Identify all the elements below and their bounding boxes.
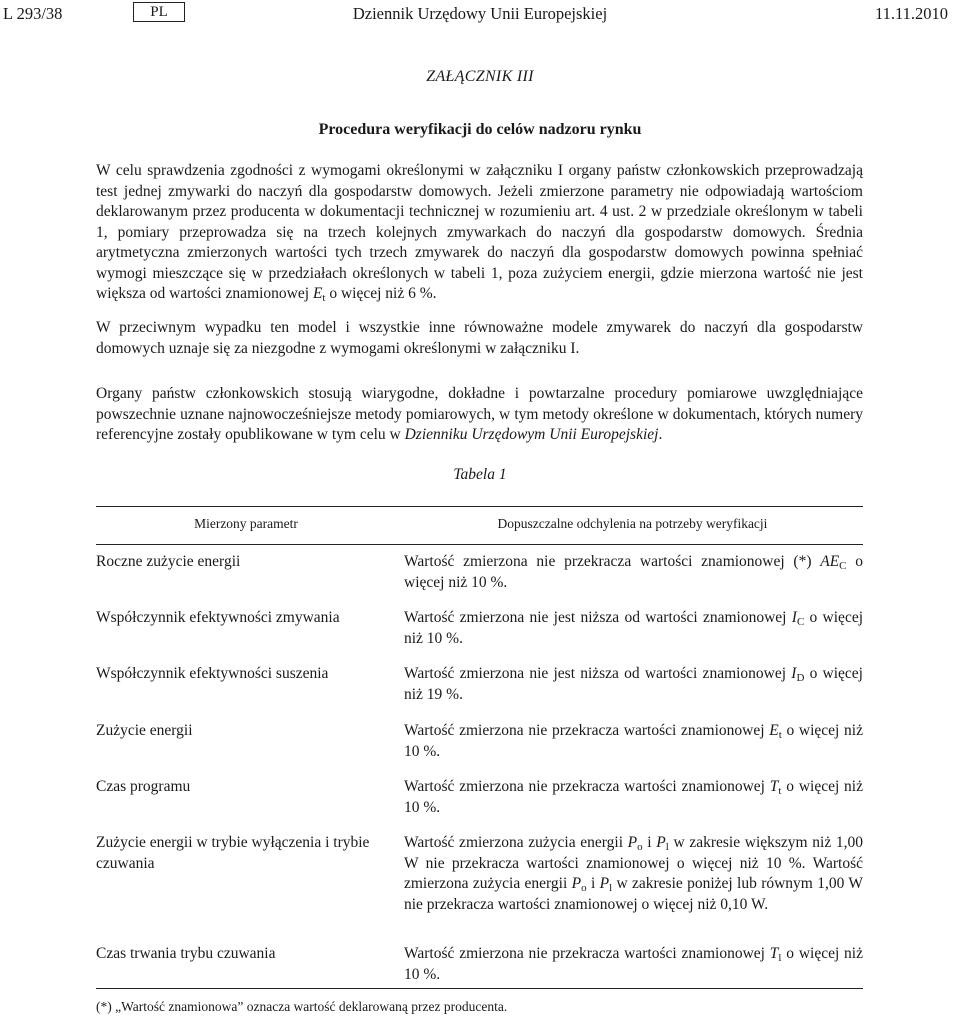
page-title: Procedura weryfikacji do celów nadzoru rynku (318, 121, 642, 138)
table-row-tolerance: Wartość zmierzona nie przekracza wartości znamionowej $T_l$ o więcej niż 10 %. (404, 945, 863, 983)
paragraph-procedures: Organy państw członkowskich stosują wiarygodne, dokładne i powtarzalne procedury pomiarowe uwzględniające powszechnie uznane najnowocześniejsze metody pomiarowych, w tym metody określone w dokumentach, których numery referencyjne zostały opublikowane w tym celu w Dzienniku Urzędowym Unii Europejskiej. (96, 385, 863, 443)
table-row-param: Czas programu (96, 778, 191, 795)
table-top-rule (96, 506, 863, 507)
table-row-tolerance: Wartość zmierzona nie jest niższa od wartości znamionowej $I_C$ o więcej niż 10 %. (404, 609, 864, 647)
table-row-tolerance: Wartość zmierzona nie przekracza wartości znamionowej $E_t$ o więcej niż 10 %. (404, 722, 863, 760)
paragraph-verification: W celu sprawdzenia zgodności z wymogami określonymi w załączniku I organy państw członkowskich przeprowadzają test jednej zmywarki do naczyń dla gospodarstw domowych. Jeżeli zmierzone parametry nie odpowiadają wartościom deklarowanym przez producenta w dokumentacji technicznej w rozumieniu art. 4 ust. 2 w przedziale określonym w tabeli 1, pomiary przeprowadza się na trzech kolejnych zmywarkach do naczyń dla gospodarstw domowych. Średnia arytmetyczna zmierzonych wartości tych trzech zmywarek do naczyń dla gospodarstw domowych powinna spełniać wymogi mieszczące się w przedziałach określonych w tabeli 1, poza zużyciem energii, gdzie mierzona wartość nie jest większa od wartości znamionowej $E_t$ o więcej niż 6 %. (96, 162, 863, 304)
journal-reference: Dzienniku Urzędowym Unii Europejskiej (404, 426, 659, 443)
page-reference: L 293/38 (3, 4, 63, 23)
paragraph-noncompliance: W przeciwnym wypadku ten model i wszystkie inne równoważne modele zmywarek do naczyń dla gospodarstw domowych uznaje się za niezgodne z wymogami określonymi w załączniku I. (96, 319, 863, 357)
column-header-tolerance: Dopuszczalne odchylenia na potrzeby weryfikacji (497, 516, 768, 531)
table-row-param: Współczynnik efektywności suszenia (96, 665, 329, 682)
table-row-tolerance: Wartość zmierzona nie przekracza wartości znamionowej (*) $AE_C$ o więcej niż 10 %. (404, 553, 864, 591)
table-row-param: Czas trwania trybu czuwania (96, 945, 276, 962)
column-header-parameter: Mierzony parametr (194, 516, 298, 531)
table-row-tolerance: Wartość zmierzona nie przekracza wartości znamionowej $T_t$ o więcej niż 10 %. (404, 778, 863, 816)
table-row-param: Współczynnik efektywności zmywania (96, 609, 340, 626)
table-header-rule (96, 544, 863, 545)
table-row-param: Roczne zużycie energii (96, 553, 241, 570)
language-box: PL (133, 2, 185, 22)
journal-title: Dziennik Urzędowy Unii Europejskiej (352, 4, 608, 23)
annex-label: ZAŁĄCZNIK III (426, 68, 534, 85)
table-row-param: Zużycie energii (96, 722, 193, 739)
publication-date: 11.11.2010 (874, 4, 948, 23)
table-bottom-rule (96, 988, 863, 989)
footnote: (*) „Wartość znamionowa” oznacza wartość deklarowaną przez producenta. (96, 999, 508, 1014)
table-caption: Tabela 1 (453, 466, 507, 483)
table-row-param: Zużycie energii w trybie wyłączenia i trybie czuwania (96, 834, 370, 872)
table-row-tolerance: Wartość zmierzona nie jest niższa od wartości znamionowej $I_D$ o więcej niż 19 %. (404, 665, 863, 703)
table-row-tolerance: Wartość zmierzona zużycia energii $P_o$ i $P_l$ w zakresie większym niż 1,00 W nie przekracza wartości znamionowej o więcej niż 10 %. Wartość zmierzona zużycia energii $P_o$ i $P_l$ w zakresie poniżej lub równym 1,00 W nie przekracza wartości znamionowej o więcej niż 0,10 W. (404, 834, 864, 913)
